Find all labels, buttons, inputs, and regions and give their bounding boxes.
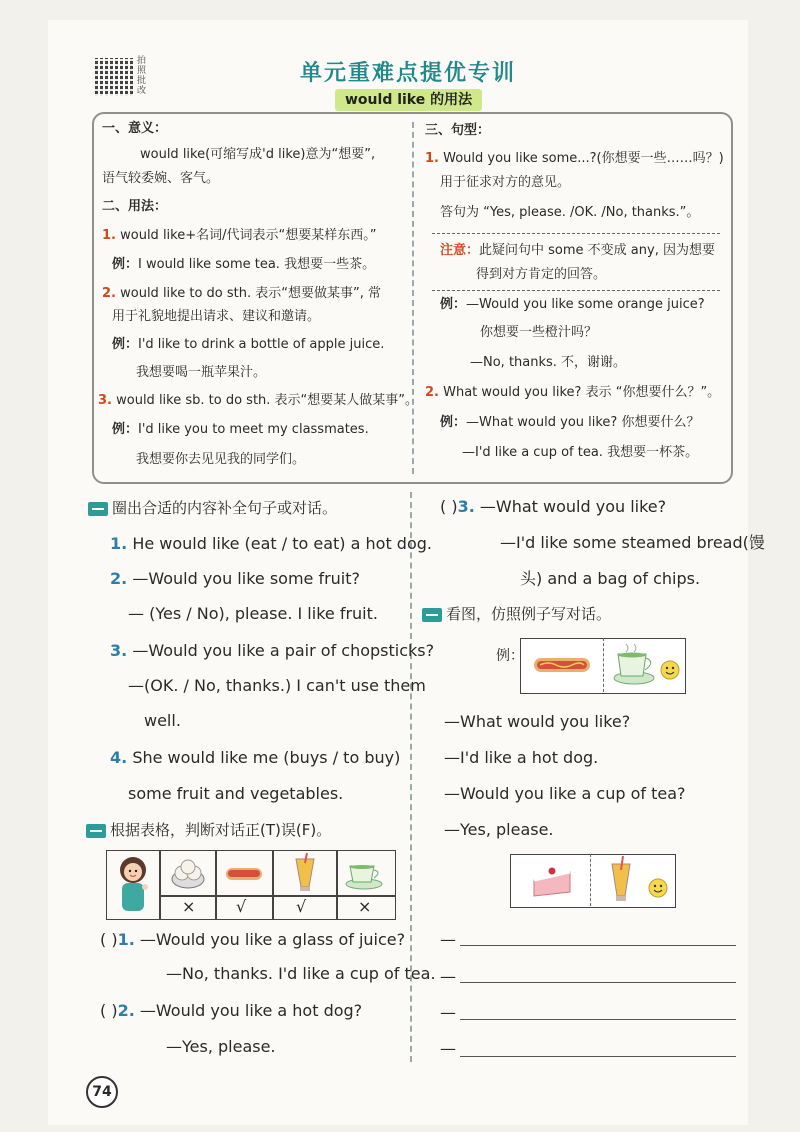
- example-line-1: —What would you like?: [444, 712, 631, 731]
- pattern-2: 2. What would you like? 表示 “你想要什么？”。: [425, 385, 721, 400]
- exercise-1-q2[interactable]: 2. —Would you like some fruit?: [110, 569, 361, 588]
- usage-3: 3. would like sb. to do sth. 表示“想要某人做某事”。: [98, 393, 419, 408]
- note-line-2: 得到对方肯定的回答。: [476, 267, 607, 282]
- girl-icon: [112, 853, 154, 915]
- section-meaning-heading: 一、意义：: [102, 121, 168, 136]
- note: 注意：此疑问句中 some 不变成 any, 因为想要: [440, 243, 715, 258]
- exercise-3-heading: 看图，仿照例子写对话。: [422, 604, 611, 624]
- task-picture-divider: [590, 854, 591, 906]
- pattern-1-line-2: 用于征求对方的意见。: [440, 175, 571, 190]
- answer-line-1[interactable]: [460, 945, 736, 946]
- exercise-2-q2[interactable]: ( )2. —Would you like a hot dog?: [100, 1001, 363, 1020]
- pattern-1: 1. Would you like some...?(你想要一些……吗？): [425, 151, 724, 166]
- example-picture-divider: [603, 638, 604, 692]
- pattern-2-example-reply: —I'd like a cup of tea. 我想要一杯茶。: [462, 445, 699, 460]
- exercise-2-q3-reply: —I'd like some steamed bread(馒: [500, 533, 765, 552]
- exercise-1-q2-reply[interactable]: — (Yes / No), please. I like fruit.: [128, 604, 378, 623]
- section-usage-heading: 二、用法：: [102, 199, 168, 214]
- page-number: 74: [86, 1076, 118, 1108]
- smiley-icon: [648, 878, 668, 898]
- hot-dog-icon: [224, 862, 264, 884]
- exercise-1-q4-cont: some fruit and vegetables.: [128, 784, 344, 803]
- section-pattern-heading: 三、句型：: [425, 123, 491, 138]
- table-mark-4: ×: [358, 897, 372, 916]
- exercise-2-q3-reply-cont: 头) and a bag of chips.: [520, 569, 701, 588]
- hot-dog-icon: [532, 652, 592, 678]
- section-badge-icon: [422, 608, 442, 622]
- exercise-2-heading: 根据表格，判断对话正(T)误(F)。: [86, 820, 331, 840]
- usage-3-example-cn: 我想要你去见见我的同学们。: [136, 452, 306, 467]
- exercise-2-q2-reply: —Yes, please.: [166, 1037, 276, 1056]
- usage-2: 2. would like to do sth. 表示“想要做某事”, 常: [102, 286, 381, 301]
- pattern-1-answer: 答句为 “Yes, please. /OK. /No, thanks.”。: [440, 205, 700, 220]
- usage-3-example: 例：I'd like you to meet my classmates.: [112, 422, 369, 437]
- table-mark-2: √: [236, 897, 247, 916]
- tea-icon: [612, 642, 658, 686]
- usage-1: 1. would like+名词/代词表示“想要某样东西。”: [102, 228, 377, 243]
- qr-caption: 拍照批改: [137, 56, 147, 96]
- usage-2-example: 例：I'd like to drink a bottle of apple juice.: [112, 337, 385, 352]
- qr-code[interactable]: [95, 58, 133, 96]
- usage-2-example-cn: 我想要喝一瓶苹果汁。: [136, 365, 267, 380]
- meaning-line-2: 语气较委婉、客气。: [102, 171, 220, 186]
- tea-icon: [344, 858, 386, 890]
- answer-line-3-prefix: —: [440, 1003, 456, 1022]
- note-bottom-rule: [432, 290, 720, 291]
- section-badge-icon: [88, 502, 108, 516]
- meaning-line-1: would like(可缩写成'd like)意为“想要”,: [140, 147, 376, 162]
- note-top-rule: [432, 233, 720, 234]
- answer-line-3[interactable]: [460, 1019, 736, 1020]
- page-title: 单元重难点提优专训: [300, 61, 517, 86]
- box-divider: [412, 122, 414, 474]
- exercise-2-q1[interactable]: ( )1. —Would you like a glass of juice?: [100, 930, 406, 949]
- page-subtitle: would like 的用法: [335, 89, 482, 111]
- exercise-2-q3[interactable]: ( )3. —What would you like?: [440, 497, 667, 516]
- example-label: 例：: [496, 648, 524, 664]
- exercise-1-q3[interactable]: 3. —Would you like a pair of chopsticks?: [110, 641, 435, 660]
- exercise-1-q3-reply-cont: well.: [144, 711, 181, 730]
- exercise-1-heading: 圈出合适的内容补全句子或对话。: [88, 498, 337, 518]
- steamed-bread-icon: [170, 855, 206, 891]
- table-mark-3: √: [296, 897, 307, 916]
- answer-line-1-prefix: —: [440, 930, 456, 949]
- juice-icon: [608, 856, 634, 904]
- juice-icon: [292, 853, 318, 893]
- pattern-1-example-reply: —No, thanks. 不，谢谢。: [470, 355, 627, 370]
- exercise-1-q1[interactable]: 1. He would like (eat / to eat) a hot dog.: [110, 534, 432, 553]
- usage-2-line-2: 用于礼貌地提出请求、建议和邀请。: [112, 309, 321, 324]
- example-line-2: —I'd like a hot dog.: [444, 748, 599, 767]
- smiley-icon: [660, 660, 680, 680]
- cake-icon: [530, 862, 574, 900]
- answer-line-4-prefix: —: [440, 1039, 456, 1058]
- answer-line-4[interactable]: [460, 1056, 736, 1057]
- exercise-2-q1-reply: —No, thanks. I'd like a cup of tea.: [166, 964, 436, 983]
- usage-1-example: 例：I would like some tea. 我想要一些茶。: [112, 257, 376, 272]
- section-badge-icon: [86, 824, 106, 838]
- pattern-2-example: 例：—What would you like? 你想要什么？: [440, 415, 700, 430]
- pattern-1-example-cn: 你想要一些橙汁吗？: [480, 325, 598, 340]
- answer-line-2[interactable]: [460, 982, 736, 983]
- example-line-3: —Would you like a cup of tea?: [444, 784, 686, 803]
- exercise-1-q3-reply[interactable]: —(OK. / No, thanks.) I can't use them: [128, 676, 426, 695]
- exercise-1-q4[interactable]: 4. She would like me (buys / to buy): [110, 748, 401, 767]
- example-line-4: —Yes, please.: [444, 820, 554, 839]
- table-mark-1: ×: [182, 897, 196, 916]
- pattern-1-example: 例：—Would you like some orange juice?: [440, 297, 705, 312]
- answer-line-2-prefix: —: [440, 967, 456, 986]
